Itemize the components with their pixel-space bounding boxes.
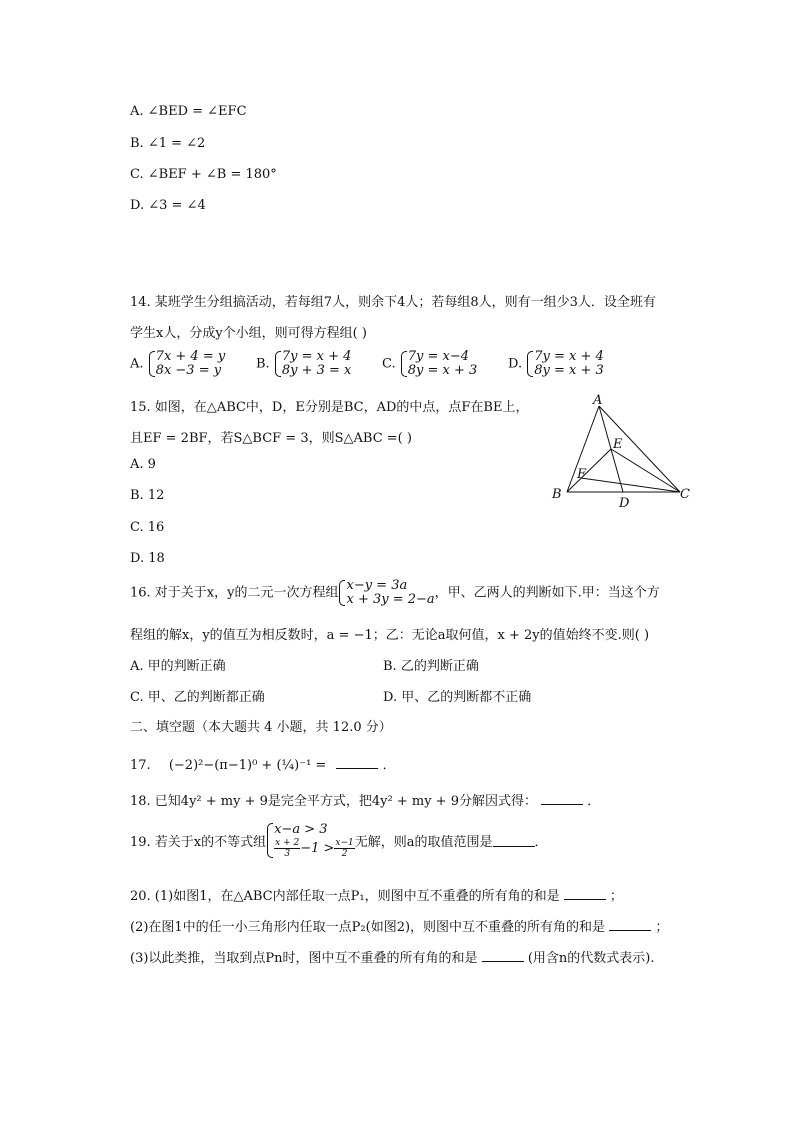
- q14-d-row1: 7y = x + 4: [534, 349, 604, 364]
- q14-option-c-system: [400, 350, 478, 378]
- q14-b-row2: 8y + 3 = x: [281, 363, 352, 378]
- q16-option-a: A. 甲的判断正确: [130, 659, 226, 674]
- q14-option-d-system: [526, 350, 604, 378]
- q20-blank-3: [482, 949, 524, 962]
- q14-option-b: [256, 350, 351, 378]
- q20-line3-end: (用含n的代数式表示).: [527, 951, 655, 966]
- q16-stem-line1: [130, 579, 660, 607]
- q17: [130, 754, 396, 773]
- q15-option-b: B. 12: [130, 488, 165, 503]
- q19-answer-blank: [493, 834, 535, 847]
- q16-option-b: B. 乙的判断正确: [383, 659, 479, 674]
- q15-option-a: A. 9: [130, 457, 156, 472]
- q19-frac1: [274, 838, 300, 859]
- q19-end: ．: [534, 835, 548, 850]
- q14-a-row1: 7x + 4 = y: [155, 349, 226, 364]
- q14-option-a-system: [148, 350, 226, 378]
- q18: [130, 790, 600, 809]
- q14-option-d-label: D.: [508, 356, 523, 372]
- segment-fc: [581, 478, 680, 492]
- label-e: E: [613, 437, 623, 452]
- q16-prefix: 16. 对于关于x，y的二元一次方程组: [130, 585, 339, 601]
- label-d: D: [619, 496, 630, 511]
- q15-stem-line1: 15. 如图，在△ABC中，D，E分别是BC，AD的中点，点F在BE上，: [130, 400, 529, 415]
- q14-option-a: [130, 350, 225, 378]
- q15-stem-line2: 且EF = 2BF，若S△BCF = 3，则S△ABC =( ): [130, 431, 412, 446]
- q15-option-d: D. 18: [130, 551, 165, 566]
- q14-option-c: [382, 350, 477, 378]
- q20-line1: [130, 885, 623, 904]
- q14-option-d: [508, 350, 604, 378]
- q17-number: 17.: [130, 758, 151, 773]
- q14-option-a-label: A.: [130, 356, 144, 372]
- q19: [130, 822, 548, 859]
- q14-option-b-label: B.: [256, 356, 270, 372]
- q13-option-a: A. ∠BED = ∠EFC: [130, 104, 247, 119]
- q14-c-row2: 8y = x + 3: [407, 363, 478, 378]
- q19-suffix: 无解，则a的取值范围是: [354, 835, 493, 850]
- q19-row2: [274, 838, 355, 859]
- q16-option-c: C. 甲、乙的判断都正确: [130, 690, 265, 705]
- q17-expression: (−2)²−(π−1)⁰ + (¼)⁻¹ =: [168, 758, 327, 773]
- q19-row2-mid: −1 >: [300, 841, 335, 856]
- q18-end: ．: [587, 794, 601, 809]
- q14-stem-line2: 学生x人，分成y个小组，则可得方程组( ): [130, 326, 367, 341]
- q14-d-row2: 8y = x + 3: [534, 363, 604, 378]
- q20-line2-end: ；: [655, 920, 669, 935]
- segment-be: [567, 449, 611, 492]
- label-b: B: [552, 487, 562, 502]
- q18-text: 18. 已知4y² + my + 9是完全平方式，把4y² + my + 9分解因式得：: [130, 794, 537, 809]
- q15-triangle-figure: [540, 392, 700, 514]
- q13-option-d: D. ∠3 = ∠4: [130, 198, 206, 213]
- q14-option-b-system: [274, 350, 352, 378]
- q14-option-c-label: C.: [382, 356, 396, 372]
- q19-row1: x−a > 3: [274, 822, 328, 837]
- q19-frac1-den: 3: [284, 849, 291, 859]
- q19-frac1-num: x + 2: [275, 838, 300, 848]
- q19-frac2: [334, 838, 354, 859]
- q19-frac2-num: x−1: [335, 838, 354, 848]
- label-c: C: [680, 487, 690, 502]
- q20-line1-end: ；: [609, 889, 623, 904]
- q16-stem-line2: 程组的解x，y的值互为相反数时，a = −1；乙：无论a取何值，x + 2y的值始终不变.则( ): [130, 628, 650, 643]
- q14-c-row1: 7y = x−4: [407, 349, 470, 364]
- q16-suffix: ，甲、乙两人的判断如下.甲：当这个方: [434, 585, 660, 601]
- q20-line2-text: (2)在图1中的任一小三角形内任取一点P₂(如图2)，则图中互不重叠的所有角的和是: [130, 920, 606, 935]
- q20-line3: [130, 947, 654, 966]
- q14-b-row1: 7y = x + 4: [281, 349, 352, 364]
- q13-option-c: C. ∠BEF + ∠B = 180°: [130, 167, 277, 182]
- q14-stem-line1: 14. 某班学生分组搞活动，若每组7人，则余下4人；若每组8人，则有一组少3人．设全班有: [130, 295, 656, 310]
- q13-option-b: B. ∠1 = ∠2: [130, 136, 206, 151]
- q16-system: [338, 579, 434, 607]
- q20-line1-text: 20. (1)如图1，在△ABC内部任取一点P₁，则图中互不重叠的所有角的和是: [130, 889, 560, 904]
- q20-blank-1: [564, 887, 606, 900]
- q14-a-row2: 8x −3 = y: [155, 363, 222, 378]
- q16-row2: x + 3y = 2−a: [346, 592, 435, 607]
- q16-row1: x−y = 3a: [346, 578, 408, 593]
- label-f: F: [577, 467, 587, 482]
- q20-line3-text: (3)以此类推，当取到点Pn时，图中互不重叠的所有角的和是: [130, 951, 478, 966]
- q19-frac2-den: 2: [341, 849, 348, 859]
- q19-prefix: 19. 若关于x的不等式组: [130, 835, 267, 850]
- q18-answer-blank: [541, 792, 583, 805]
- q17-answer-blank: [336, 756, 378, 769]
- q19-system: [266, 822, 355, 859]
- q20-blank-2: [609, 918, 651, 931]
- q20-line2: [130, 916, 668, 935]
- section-fill-in-heading: 二、填空题（本大题共 4 小题，共 12.0 分）: [130, 720, 392, 735]
- q17-end: ．: [382, 758, 396, 773]
- q15-option-c: C. 16: [130, 520, 165, 535]
- q16-option-d: D. 甲、乙的判断都不正确: [383, 690, 532, 705]
- label-a: A: [593, 393, 603, 408]
